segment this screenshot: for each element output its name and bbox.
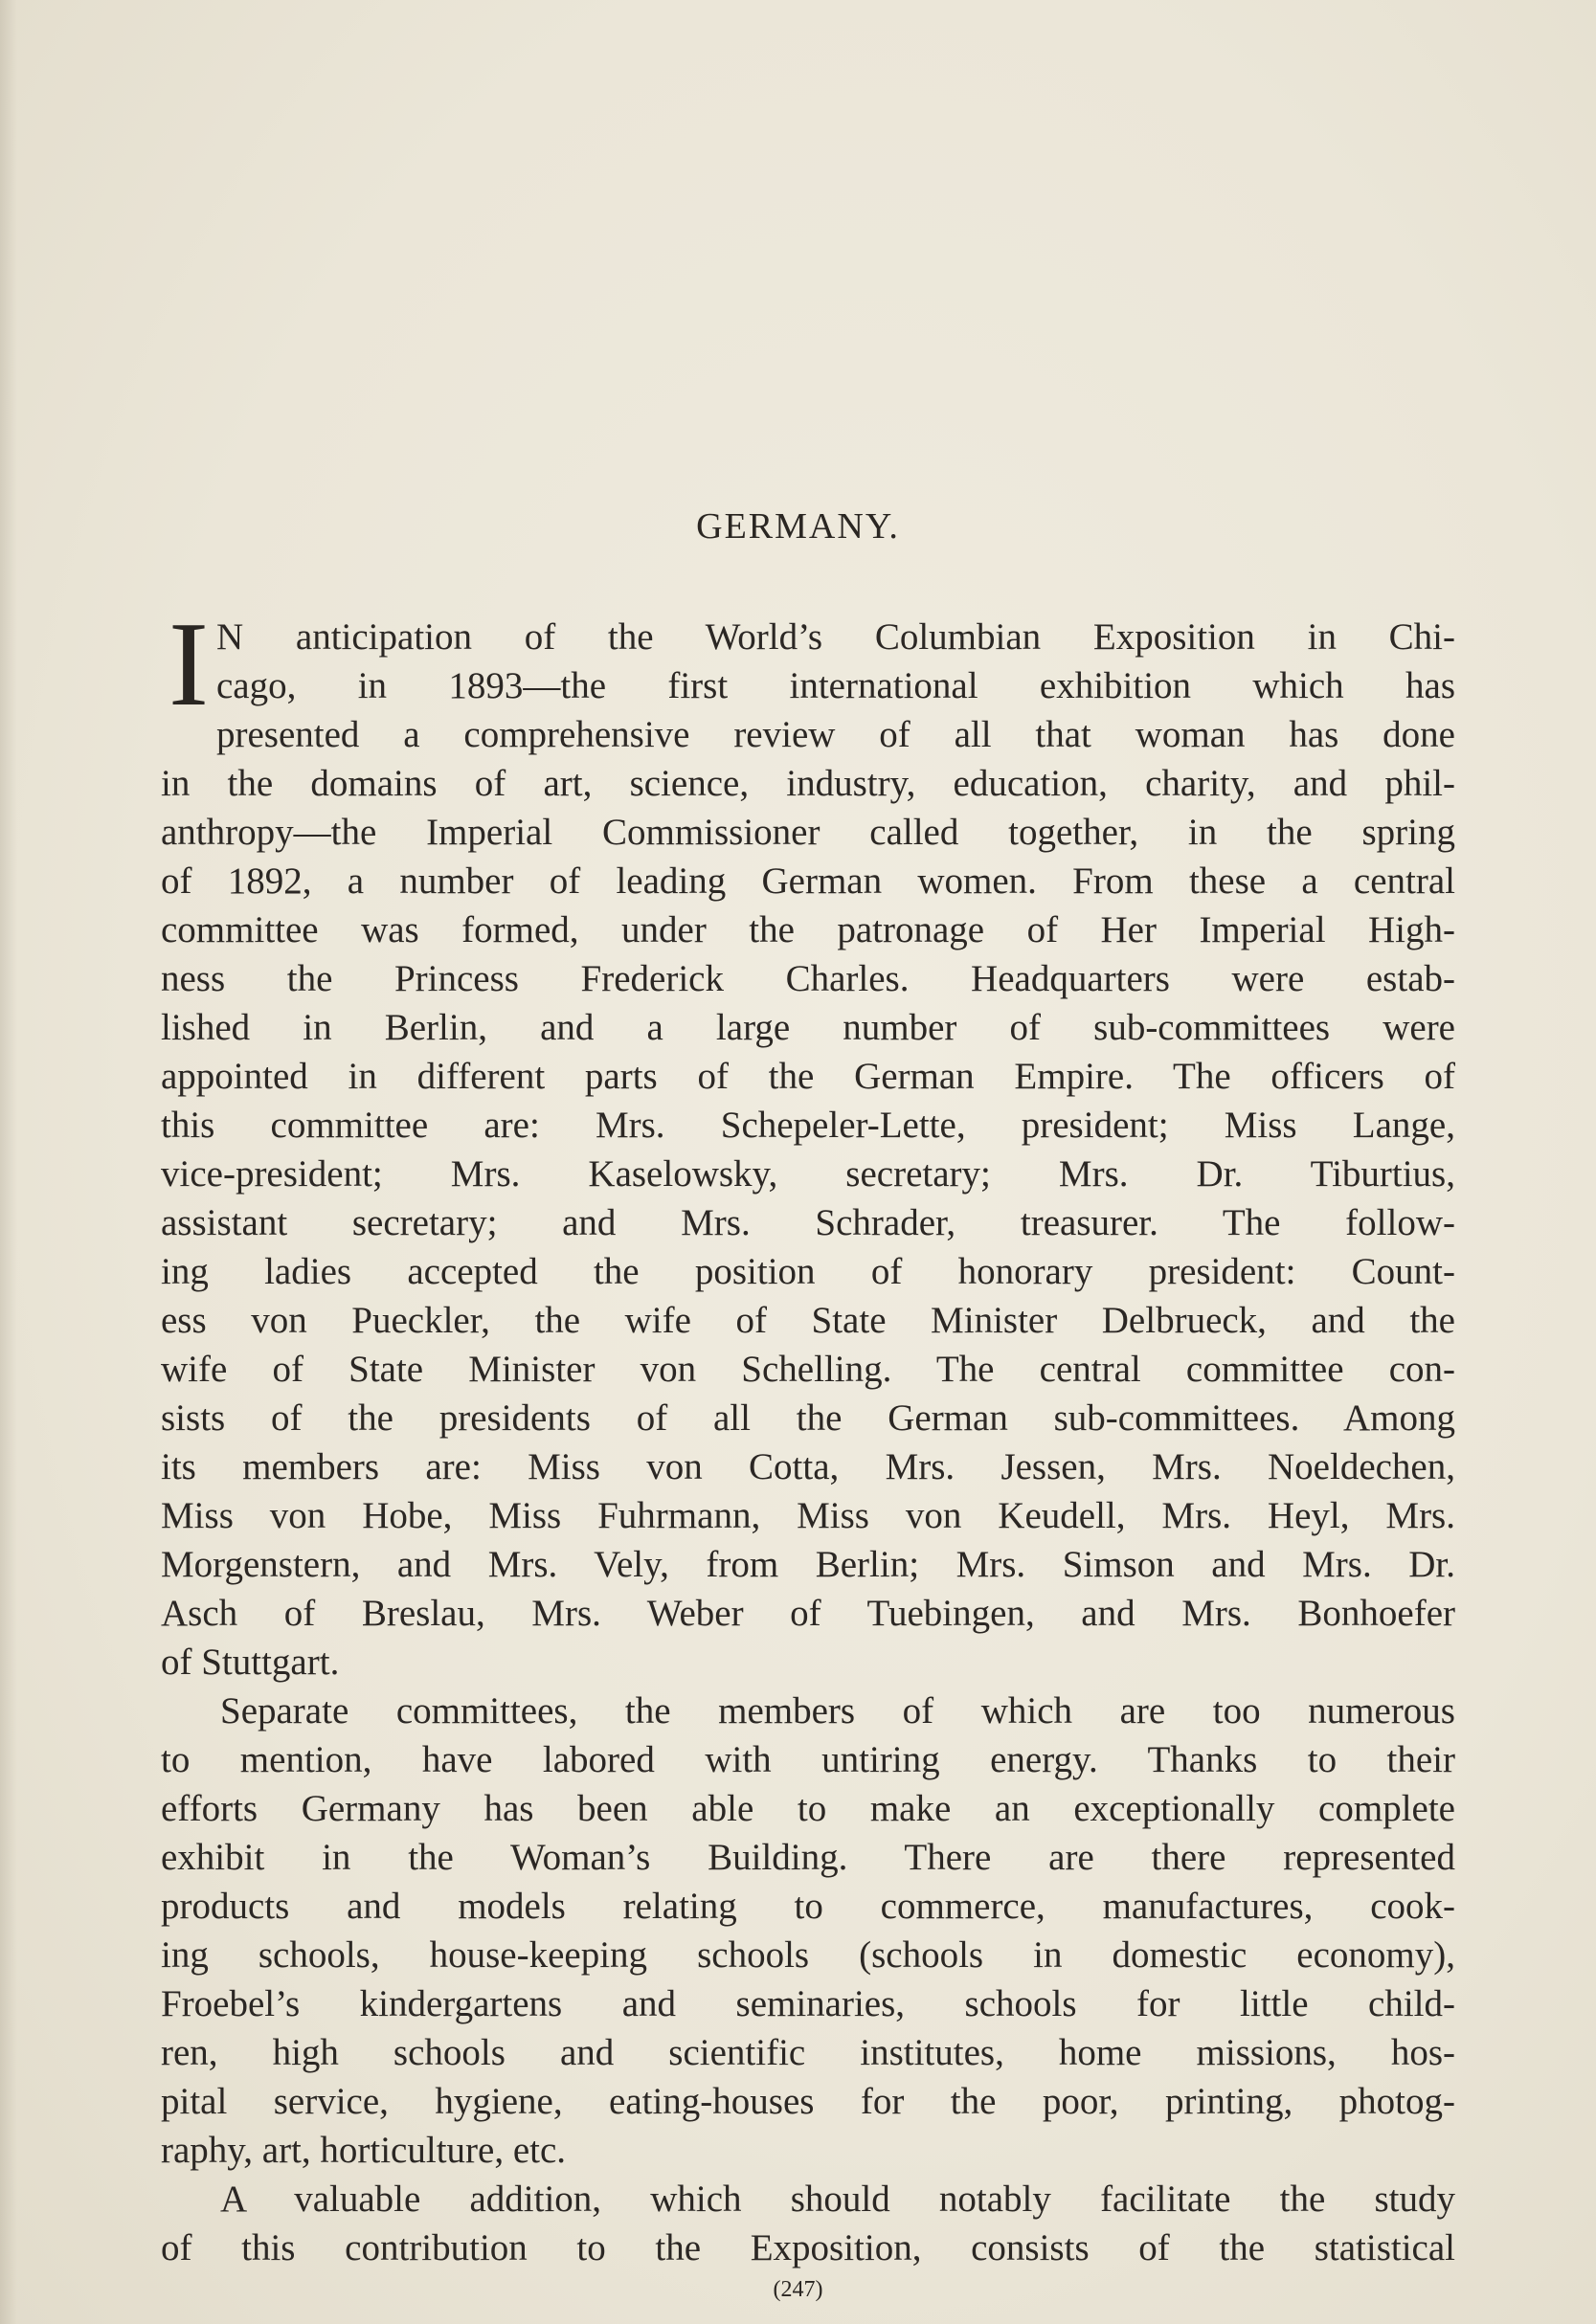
- text-line: anthropy—the Imperial Commissioner called together, in the spring: [161, 812, 1455, 853]
- body-text: [161, 598, 1455, 2272]
- text-line: N anticipation of the World’s Columbian Exposition in Chi-: [216, 616, 1455, 658]
- text-line: exhibit in the Woman’s Building. There are there represented: [161, 1837, 1455, 1878]
- page-title: GERMANY.: [696, 506, 900, 547]
- text-line: lished in Berlin, and a large number of sub-committees were: [161, 1007, 1455, 1048]
- text-line: sists of the presidents of all the German sub-committees. Among: [161, 1397, 1455, 1439]
- text-line: of Stuttgart.: [161, 1642, 340, 1683]
- text-line: presented a comprehensive review of all that woman has done: [216, 714, 1455, 755]
- text-line: of 1892, a number of leading German women. From these a central: [161, 860, 1455, 902]
- page-number: (247): [773, 2277, 823, 2302]
- text-line: vice-president; Mrs. Kaselowsky, secretary; Mrs. Dr. Tiburtius,: [161, 1153, 1455, 1195]
- text-line: raphy, art, horticulture, etc.: [161, 2130, 567, 2171]
- drop-cap: I: [169, 598, 209, 731]
- text-line: ing schools, house-keeping schools (schools in domestic economy),: [161, 1934, 1455, 1976]
- text-line: cago, in 1893—the first international exhibition which has: [216, 665, 1455, 706]
- text-line: appointed in different parts of the German Empire. The officers of: [161, 1056, 1455, 1097]
- text-line: assistant secretary; and Mrs. Schrader, treasurer. The follow-: [161, 1202, 1455, 1243]
- text-line: Miss von Hobe, Miss Fuhrmann, Miss von Keudell, Mrs. Heyl, Mrs.: [161, 1495, 1455, 1536]
- text-line: Separate committees, the members of which are too numerous: [220, 1690, 1455, 1732]
- text-line: ing ladies accepted the position of honorary president: Count-: [161, 1251, 1455, 1292]
- text-line: ren, high schools and scientific institutes, home missions, hos-: [161, 2032, 1455, 2073]
- text-line: this committee are: Mrs. Schepeler-Lette, president; Miss Lange,: [161, 1105, 1455, 1146]
- text-line: Morgenstern, and Mrs. Vely, from Berlin; Mrs. Simson and Mrs. Dr.: [161, 1544, 1455, 1585]
- text-line: ness the Princess Frederick Charles. Headquarters were estab-: [161, 958, 1455, 999]
- text-line: wife of State Minister von Schelling. The central committee con-: [161, 1349, 1455, 1390]
- text-line: in the domains of art, science, industry, education, charity, and phil-: [161, 763, 1455, 804]
- text-line: A valuable addition, which should notably facilitate the study: [220, 2179, 1455, 2220]
- text-line: efforts Germany has been able to make an exceptionally complete: [161, 1788, 1455, 1829]
- text-line: of this contribution to the Exposition, consists of the statistical: [161, 2227, 1455, 2268]
- text-line: ess von Pueckler, the wife of State Minister Delbrueck, and the: [161, 1300, 1455, 1341]
- text-line: Asch of Breslau, Mrs. Weber of Tuebingen, and Mrs. Bonhoefer: [161, 1593, 1455, 1634]
- text-line: its members are: Miss von Cotta, Mrs. Jessen, Mrs. Noeldechen,: [161, 1446, 1455, 1487]
- text-line: pital service, hygiene, eating-houses for the poor, printing, photog-: [161, 2081, 1455, 2122]
- text-line: Froebel’s kindergartens and seminaries, schools for little child-: [161, 1983, 1455, 2024]
- page-edge-shadow: [0, 0, 17, 2324]
- text-line: committee was formed, under the patronage of Her Imperial High-: [161, 909, 1455, 950]
- text-line: products and models relating to commerce, manufactures, cook-: [161, 1886, 1455, 1927]
- text-line: to mention, have labored with untiring energy. Thanks to their: [161, 1739, 1455, 1780]
